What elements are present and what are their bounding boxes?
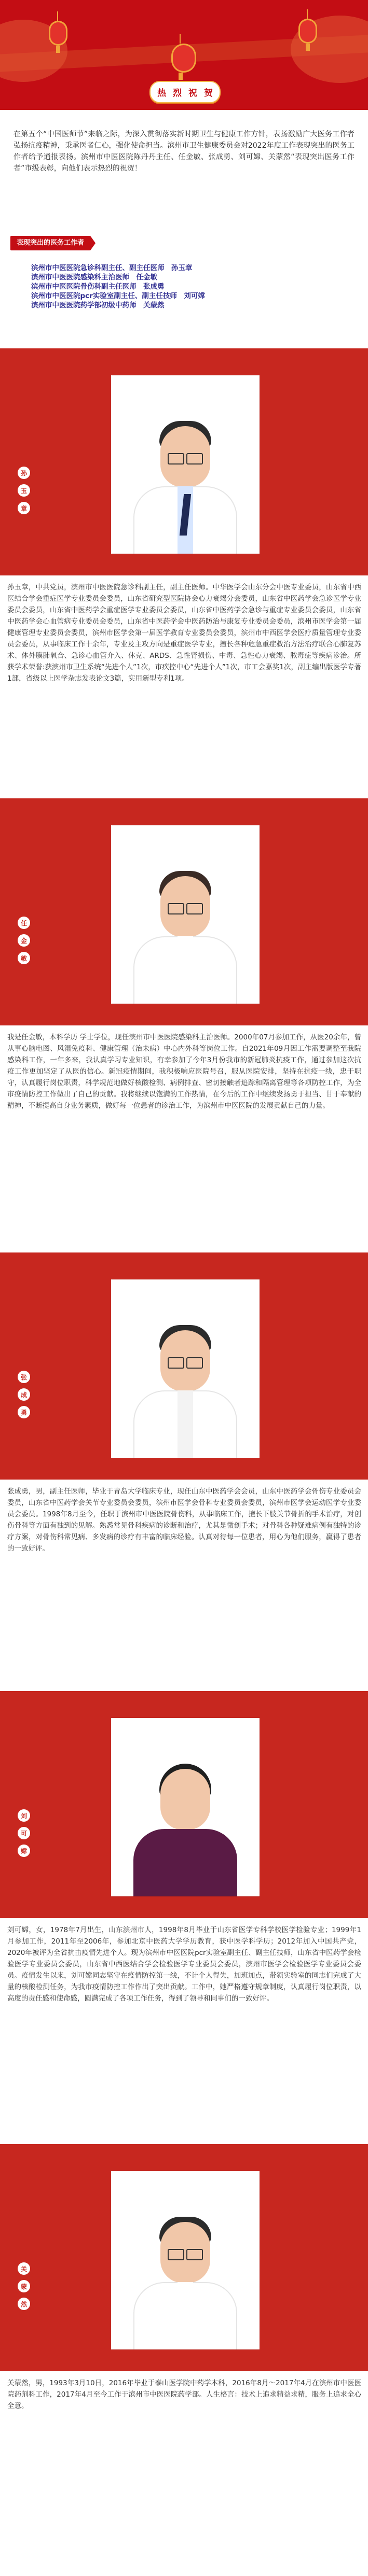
honoree-list xyxy=(10,263,368,310)
lantern-icon xyxy=(298,19,317,44)
portrait-photo xyxy=(111,1279,260,1458)
shirt xyxy=(178,2282,193,2349)
badge-char: 烈 xyxy=(173,88,182,98)
profile-card xyxy=(0,2138,368,2371)
person-illustration xyxy=(123,409,248,554)
badge-char: 热 xyxy=(157,88,166,98)
glasses-icon xyxy=(168,2249,203,2258)
intro-paragraph: 在第五个“中国医师节”来临之际，为深入贯彻落实新时期卫生与健康工作方针，表扬激励广大医务工作者弘扬抗疫精神，秉承医者仁心，强化使命担当。滨州市卫生健康委员会对2022年度工作表现突出的医务工作者给予通报表扬。滨州市中医医院陈丹丹主任、任金敏、张成勇、刘可嫦、关蒙然“表现突出医务工作者”市级表彰，向他们表示热烈的祝贺！ xyxy=(13,130,355,173)
name-character: 张 xyxy=(18,1371,30,1383)
name-character: 可 xyxy=(18,1827,30,1839)
section-title: 表现突出的医务工作者 xyxy=(10,236,90,250)
name-character: 刘 xyxy=(18,1809,30,1822)
name-character: 玉 xyxy=(18,484,30,497)
honoree-item: 滨州市中医医院感染科主治医师 任金敏 xyxy=(31,273,157,281)
name-character: 章 xyxy=(18,502,30,514)
plaid-shirt xyxy=(178,1390,193,1458)
honoree-item: 滨州市中医医院pcr实验室副主任、副主任技师 刘可嫦 xyxy=(31,292,205,300)
portrait-photo xyxy=(111,825,260,1004)
badge-char: 贺 xyxy=(204,88,213,98)
person-illustration xyxy=(123,1751,248,1896)
portrait-photo xyxy=(111,1718,260,1896)
header-banner xyxy=(0,0,368,110)
name-character: 蒙 xyxy=(18,2280,30,2292)
name-character: 任 xyxy=(18,917,30,929)
honoree-item: 滨州市中医医院骨伤科副主任医师 张成勇 xyxy=(31,283,165,291)
honoree-item: 滨州市中医医院急诊科副主任、副主任医师 孙玉章 xyxy=(31,264,193,272)
profile-caption: 张成勇，男，副主任医师，毕业于青岛大学临床专业，现任山东中医药学会会员，山东中医药学会骨伤专业委员会委员，山东省中医药学会关节专业委员会委员，滨州市医学会骨科专业委员会委员，滨州市医学会运动医学专业委员会委员。1998年8月至今，任职于滨州市中医医院骨伤科，从事临床工作，擅长下肢关节骨折的手术治疗，对创伤骨科等方面有独到的见解。熟悉常见骨科疾病的诊断和治疗，尤其是微创手术；对骨科各种疑难病例有独特的诊疗方案，对骨伤科常见病、多发病的诊疗有丰富的临床经验。认真对待每一位患者，用心为他们服务，赢得了患者的一致好评。 xyxy=(7,1487,361,1553)
profile-card xyxy=(0,1685,368,1918)
profile-caption: 关蒙然，男，1993年3月10日，2016年毕业于泰山医学院中药学本科，2016年8月～2017年4月在滨州市中医医院药剂科工作，2017年4月至今工作于滨州市中医医院药学部。人生格言：技术上追求精益求精，服务上追求全心全意。 xyxy=(7,2379,361,2410)
vertical-name xyxy=(18,1371,30,1418)
portrait-photo xyxy=(111,2171,260,2349)
badge-char: 祝 xyxy=(188,88,197,98)
vertical-name xyxy=(18,1809,30,1857)
name-character: 关 xyxy=(18,2262,30,2275)
name-character: 成 xyxy=(18,1388,30,1401)
name-character: 孙 xyxy=(18,467,30,479)
honoree-item: 滨州市中医医院药学部初级中药师 关蒙然 xyxy=(31,301,165,309)
glasses-icon xyxy=(168,453,203,462)
person-illustration xyxy=(123,858,248,1004)
vertical-name xyxy=(18,2262,30,2310)
profile-caption: 刘可嫦，女，1978年7月出生，山东滨州市人，1998年8月毕业于山东省医学专科学校医学检验专业；1999年1月参加工作，2011年至2006年，参加北京中医药大学学历教育，获中医学科学历；2012年加入中国共产党，2020年被评为全省抗击疫情先进个人。现为滨州市中医医院pcr实验室副主任、副主任技师，山东省中医药学会检验医学专业委员会委员，山东省中西医结合学会检验医学专业委员会委员，滨州市医学会检验医学专业委员会委员。疫情发生以来，刘可嫦同志坚守在疫情防控第一线，不计个人得失，加班加点，带领实验室的同志们完成了大量的核酸检测任务，为我市疫情防控工作作出了突出贡献。工作中，她严格遵守规章制度，认真履行岗位职责，以高度的责任感和使命感，圆满完成了各项工作任务，得到了领导和同事们的一致好评。 xyxy=(7,1926,361,2003)
name-character: 然 xyxy=(18,2298,30,2310)
vertical-name xyxy=(18,467,30,514)
glasses-icon xyxy=(168,1357,203,1367)
name-character: 勇 xyxy=(18,1406,30,1418)
lantern-icon xyxy=(171,44,196,73)
lantern-icon xyxy=(49,21,67,46)
profile-card xyxy=(0,342,368,575)
portrait-photo xyxy=(111,375,260,554)
face xyxy=(160,1769,210,1830)
profile-caption: 我是任金敏，本科学历 学士学位，现任滨州市中医医院感染科主治医师。2000年07月参加工作，从医20余年，曾从事心脑电图、风湿免疫科、健康管理（治未病）中心内外科等岗位工作。自2021年09月因工作需要调整至我院感染科工作，一年多来，我认真学习专业知识，有幸参加了今年3月份我市的新冠肺炎抗疫工作，通过参加这次抗疫工作更加坚定了从医的信心。新冠疫情期间，我积极响应医院号召，服从医院安排，坚持在抗疫一线，忠于职守，认真履行岗位职责，科学规范地做好核酸检测、病例排查、密切接触者追踪和隔离管理等各项防控工作，为全市疫情防控工作做出了自己的贡献。我将继续以饱满的工作热情，在今后的工作中继续发扬勇于担当、甘于奉献的精神，不断提高自身业务素质，做好每一位患者的诊治工作，为滨州市中医医院的发展贡献自己的力量。 xyxy=(7,1033,361,1110)
congratulations-badge xyxy=(149,81,221,103)
profile-card xyxy=(0,792,368,1025)
glasses-icon xyxy=(168,903,203,912)
profile-card xyxy=(0,1246,368,1480)
profile-caption: 孙玉章，中共党员，滨州市中医医院急诊科副主任，副主任医师。中华医学会山东分会中医专业委员，山东省中西医结合学会重症医学专业委员会委员，山东省研究型医院协会心力衰竭分会委员，山东省中医药学会急诊医学专业委员会委员，山东省中医药学会重症医学专业委员会委员，山东省中医药学会急诊与重症专业委员会委员，山东省中医药学会心血管病专业委员会委员，山东省中医药学会中医药防治与康复专业委员会委员，滨州市医学会第一届健康管理专业委员会委员，滨州市医学会第一届医学教育专业委员会委员，滨州市中西医学会医疗质量管理专业委员会委员，从事临床工作十余年，专业及主攻方向是重症医学专业，擅长各种危急重症救治方法治疗联合心肺复苏术、体外膜肺氧合、急诊心血管介入、休克、ARDS、急性肾损伤、中毒、急性心力衰竭、脓毒症等疾病诊治。所获学术荣誉:获滨州市卫生系统“先进个人”1次，市疾控中心“先进个人”1次，市工会嘉奖1次，副主编出版医学专著1部，省级以上医学杂志发表论文3篇，实用新型专利1项。 xyxy=(7,583,361,683)
purple-outfit xyxy=(133,1829,237,1896)
name-character: 金 xyxy=(18,934,30,947)
person-illustration xyxy=(123,1313,248,1458)
name-character: 敏 xyxy=(18,952,30,964)
name-character: 嫦 xyxy=(18,1845,30,1857)
person-illustration xyxy=(123,2204,248,2349)
vertical-name xyxy=(18,917,30,964)
